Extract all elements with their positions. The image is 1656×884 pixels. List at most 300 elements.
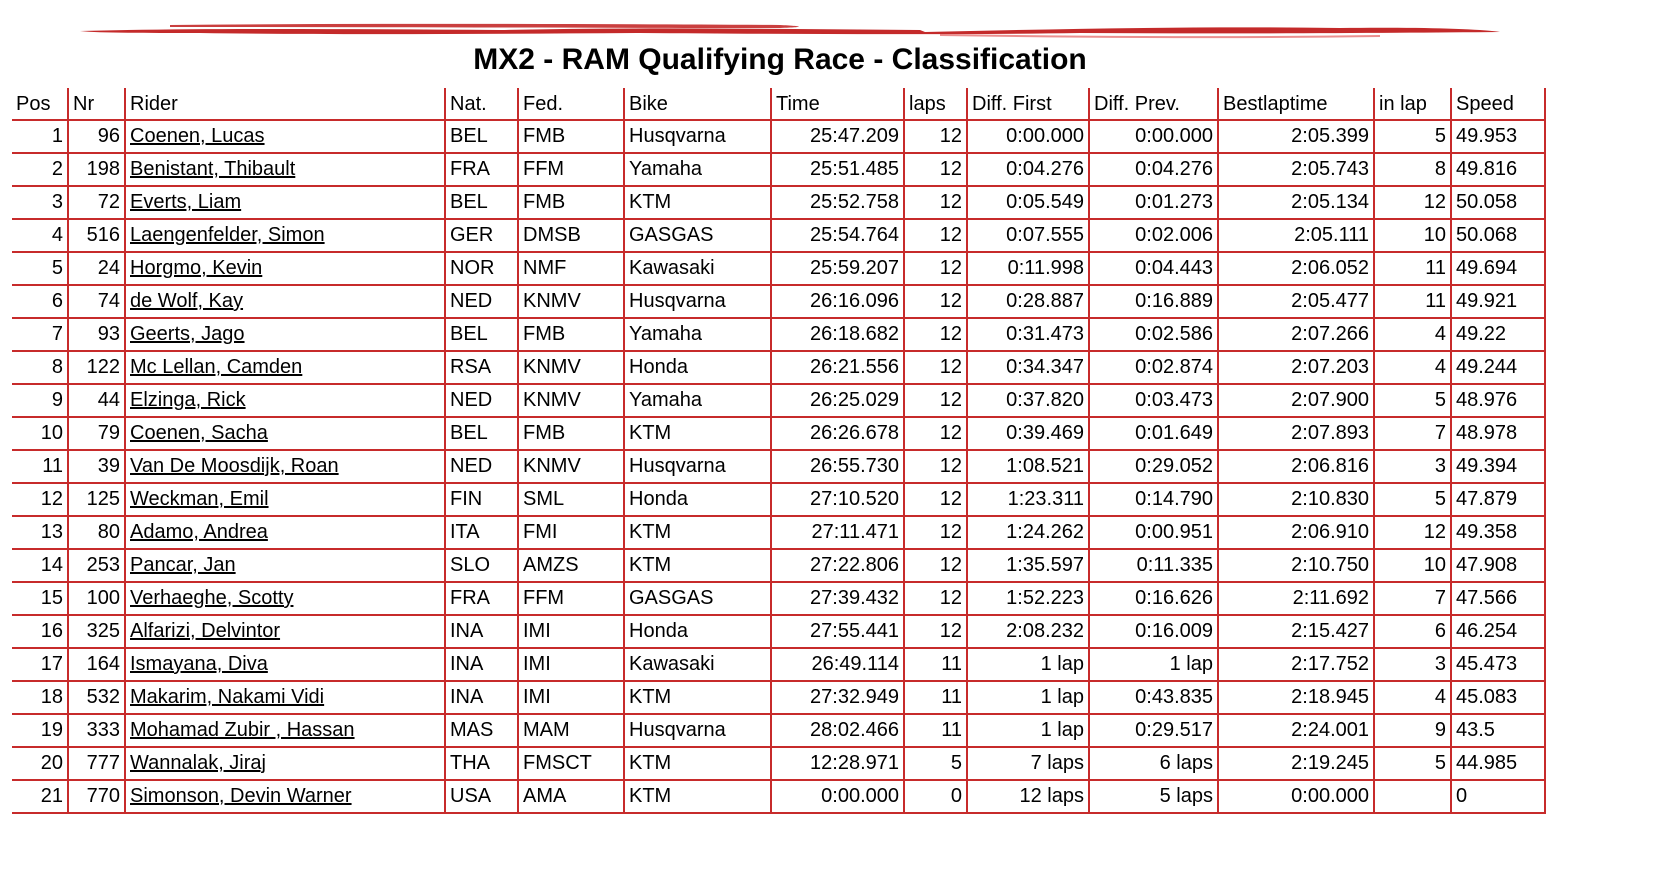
table-row: [12, 154, 1546, 187]
nat-cell: BEL: [446, 319, 519, 352]
pos-cell: 13: [12, 517, 69, 550]
diff-first-cell: 7 laps: [968, 748, 1090, 781]
diff-first-cell: 1:23.311: [968, 484, 1090, 517]
bestlaptime-cell: 2:06.910: [1219, 517, 1375, 550]
rider-link[interactable]: Verhaeghe, Scotty: [130, 587, 294, 609]
rider-cell: [126, 187, 446, 220]
laps-cell: 12: [905, 418, 968, 451]
rider-cell: [126, 121, 446, 154]
fed-cell: FMB: [519, 319, 625, 352]
bestlaptime-cell: 2:19.245: [1219, 748, 1375, 781]
speed-cell: 49.921: [1452, 286, 1546, 319]
nr-cell: 777: [69, 748, 126, 781]
nat-cell: NED: [446, 451, 519, 484]
diff-first-cell: 1:08.521: [968, 451, 1090, 484]
in-lap-cell: 4: [1375, 352, 1452, 385]
bestlaptime-cell: 2:06.052: [1219, 253, 1375, 286]
time-cell: 27:10.520: [772, 484, 905, 517]
fed-cell: DMSB: [519, 220, 625, 253]
bike-cell: KTM: [625, 550, 772, 583]
red-brush-stroke-decoration: [80, 20, 1510, 42]
pos-cell: 5: [12, 253, 69, 286]
time-cell: 26:55.730: [772, 451, 905, 484]
rider-link[interactable]: Weckman, Emil: [130, 488, 269, 510]
rider-link[interactable]: Everts, Liam: [130, 191, 242, 213]
fed-cell: IMI: [519, 616, 625, 649]
diff-first-cell: 1 lap: [968, 682, 1090, 715]
pos-cell: 15: [12, 583, 69, 616]
nat-cell: BEL: [446, 187, 519, 220]
laps-cell: 5: [905, 748, 968, 781]
bike-cell: Yamaha: [625, 154, 772, 187]
column-header-rider: Rider: [126, 88, 446, 121]
rider-link[interactable]: Wannalak, Jiraj: [130, 752, 266, 774]
speed-cell: 49.22: [1452, 319, 1546, 352]
diff-prev-cell: 5 laps: [1090, 781, 1219, 814]
rider-cell: [126, 418, 446, 451]
time-cell: 26:21.556: [772, 352, 905, 385]
in-lap-cell: 5: [1375, 385, 1452, 418]
table-row: [12, 682, 1546, 715]
rider-cell: [126, 517, 446, 550]
bike-cell: Husqvarna: [625, 286, 772, 319]
nr-cell: 532: [69, 682, 126, 715]
bestlaptime-cell: 2:18.945: [1219, 682, 1375, 715]
nat-cell: USA: [446, 781, 519, 814]
table-row: [12, 583, 1546, 616]
diff-prev-cell: 6 laps: [1090, 748, 1219, 781]
column-header-nat: Nat.: [446, 88, 519, 121]
fed-cell: KNMV: [519, 385, 625, 418]
pos-cell: 18: [12, 682, 69, 715]
fed-cell: KNMV: [519, 352, 625, 385]
fed-cell: FFM: [519, 154, 625, 187]
time-cell: 27:55.441: [772, 616, 905, 649]
bike-cell: KTM: [625, 418, 772, 451]
diff-first-cell: 0:28.887: [968, 286, 1090, 319]
pos-cell: 8: [12, 352, 69, 385]
diff-prev-cell: 0:04.276: [1090, 154, 1219, 187]
bike-cell: KTM: [625, 781, 772, 814]
laps-cell: 12: [905, 451, 968, 484]
diff-prev-cell: 0:29.052: [1090, 451, 1219, 484]
speed-cell: 45.473: [1452, 649, 1546, 682]
diff-prev-cell: 0:04.443: [1090, 253, 1219, 286]
in-lap-cell: 5: [1375, 121, 1452, 154]
in-lap-cell: 12: [1375, 517, 1452, 550]
time-cell: 26:49.114: [772, 649, 905, 682]
table-row: [12, 121, 1546, 154]
nat-cell: INA: [446, 616, 519, 649]
nr-cell: 100: [69, 583, 126, 616]
bike-cell: KTM: [625, 682, 772, 715]
speed-cell: 47.908: [1452, 550, 1546, 583]
speed-cell: 49.694: [1452, 253, 1546, 286]
table-row: [12, 550, 1546, 583]
fed-cell: NMF: [519, 253, 625, 286]
table-row: [12, 187, 1546, 220]
time-cell: 28:02.466: [772, 715, 905, 748]
time-cell: 27:32.949: [772, 682, 905, 715]
time-cell: 26:26.678: [772, 418, 905, 451]
bestlaptime-cell: 2:10.750: [1219, 550, 1375, 583]
nr-cell: 164: [69, 649, 126, 682]
nat-cell: FIN: [446, 484, 519, 517]
nat-cell: THA: [446, 748, 519, 781]
rider-link[interactable]: Coenen, Lucas: [130, 125, 265, 147]
diff-first-cell: 0:11.998: [968, 253, 1090, 286]
rider-cell: [126, 583, 446, 616]
diff-prev-cell: 0:00.951: [1090, 517, 1219, 550]
time-cell: 27:39.432: [772, 583, 905, 616]
time-cell: 25:51.485: [772, 154, 905, 187]
column-header-nr: Nr: [69, 88, 126, 121]
nat-cell: INA: [446, 682, 519, 715]
nr-cell: 24: [69, 253, 126, 286]
diff-prev-cell: 0:01.649: [1090, 418, 1219, 451]
nat-cell: NED: [446, 385, 519, 418]
in-lap-cell: 12: [1375, 187, 1452, 220]
column-header-diff-first: Diff. First: [968, 88, 1090, 121]
rider-link[interactable]: de Wolf, Kay: [130, 290, 244, 312]
bestlaptime-cell: 0:00.000: [1219, 781, 1375, 814]
pos-cell: 7: [12, 319, 69, 352]
laps-cell: 11: [905, 649, 968, 682]
rider-cell: [126, 451, 446, 484]
page-title: MX2 - RAM Qualifying Race - Classification: [473, 43, 1087, 76]
rider-link[interactable]: Van De Moosdijk, Roan: [130, 455, 339, 477]
fed-cell: KNMV: [519, 451, 625, 484]
nr-cell: 253: [69, 550, 126, 583]
diff-first-cell: 1 lap: [968, 649, 1090, 682]
nr-cell: 198: [69, 154, 126, 187]
column-header-bike: Bike: [625, 88, 772, 121]
bestlaptime-cell: 2:10.830: [1219, 484, 1375, 517]
speed-cell: 49.953: [1452, 121, 1546, 154]
table-row: [12, 484, 1546, 517]
rider-cell: [126, 649, 446, 682]
bestlaptime-cell: 2:07.266: [1219, 319, 1375, 352]
diff-first-cell: 0:31.473: [968, 319, 1090, 352]
laps-cell: 12: [905, 286, 968, 319]
speed-cell: 49.358: [1452, 517, 1546, 550]
fed-cell: IMI: [519, 682, 625, 715]
rider-link[interactable]: Coenen, Sacha: [130, 422, 268, 444]
rider-link[interactable]: Ismayana, Diva: [130, 653, 268, 675]
fed-cell: AMA: [519, 781, 625, 814]
in-lap-cell: 7: [1375, 418, 1452, 451]
time-cell: 12:28.971: [772, 748, 905, 781]
in-lap-cell: 7: [1375, 583, 1452, 616]
diff-first-cell: 1:52.223: [968, 583, 1090, 616]
time-cell: 25:52.758: [772, 187, 905, 220]
fed-cell: MAM: [519, 715, 625, 748]
bestlaptime-cell: 2:24.001: [1219, 715, 1375, 748]
in-lap-cell: 3: [1375, 649, 1452, 682]
time-cell: 25:59.207: [772, 253, 905, 286]
bestlaptime-cell: 2:11.692: [1219, 583, 1375, 616]
diff-first-cell: 0:39.469: [968, 418, 1090, 451]
diff-first-cell: 1:35.597: [968, 550, 1090, 583]
nat-cell: MAS: [446, 715, 519, 748]
nr-cell: 93: [69, 319, 126, 352]
rider-cell: [126, 220, 446, 253]
in-lap-cell: 3: [1375, 451, 1452, 484]
bike-cell: Yamaha: [625, 319, 772, 352]
nr-cell: 325: [69, 616, 126, 649]
rider-cell: [126, 715, 446, 748]
bestlaptime-cell: 2:07.893: [1219, 418, 1375, 451]
bike-cell: KTM: [625, 187, 772, 220]
laps-cell: 12: [905, 154, 968, 187]
pos-cell: 14: [12, 550, 69, 583]
rider-cell: [126, 748, 446, 781]
nr-cell: 125: [69, 484, 126, 517]
in-lap-cell: 5: [1375, 748, 1452, 781]
rider-link[interactable]: Geerts, Jago: [130, 323, 245, 345]
bestlaptime-cell: 2:05.743: [1219, 154, 1375, 187]
nr-cell: 770: [69, 781, 126, 814]
rider-link[interactable]: Benistant, Thibault: [130, 158, 296, 180]
in-lap-cell: 6: [1375, 616, 1452, 649]
column-header-fed: Fed.: [519, 88, 625, 121]
in-lap-cell: [1375, 781, 1452, 814]
nat-cell: INA: [446, 649, 519, 682]
bike-cell: Kawasaki: [625, 649, 772, 682]
pos-cell: 4: [12, 220, 69, 253]
laps-cell: 12: [905, 517, 968, 550]
time-cell: 25:47.209: [772, 121, 905, 154]
diff-prev-cell: 0:00.000: [1090, 121, 1219, 154]
table-row: [12, 418, 1546, 451]
table-header: [12, 88, 1546, 121]
fed-cell: FMSCT: [519, 748, 625, 781]
pos-cell: 17: [12, 649, 69, 682]
pos-cell: 16: [12, 616, 69, 649]
diff-first-cell: 0:37.820: [968, 385, 1090, 418]
bestlaptime-cell: 2:06.816: [1219, 451, 1375, 484]
laps-cell: 12: [905, 121, 968, 154]
fed-cell: FFM: [519, 583, 625, 616]
in-lap-cell: 4: [1375, 682, 1452, 715]
fed-cell: AMZS: [519, 550, 625, 583]
time-cell: 26:18.682: [772, 319, 905, 352]
speed-cell: 46.254: [1452, 616, 1546, 649]
nr-cell: 74: [69, 286, 126, 319]
nat-cell: NOR: [446, 253, 519, 286]
table-body: [12, 121, 1546, 814]
pos-cell: 21: [12, 781, 69, 814]
nr-cell: 122: [69, 352, 126, 385]
diff-prev-cell: 0:43.835: [1090, 682, 1219, 715]
laps-cell: 0: [905, 781, 968, 814]
fed-cell: FMB: [519, 121, 625, 154]
speed-cell: 47.879: [1452, 484, 1546, 517]
laps-cell: 12: [905, 352, 968, 385]
diff-prev-cell: 0:02.874: [1090, 352, 1219, 385]
speed-cell: 44.985: [1452, 748, 1546, 781]
speed-cell: 48.976: [1452, 385, 1546, 418]
diff-first-cell: 1:24.262: [968, 517, 1090, 550]
in-lap-cell: 4: [1375, 319, 1452, 352]
column-header-diff-prev: Diff. Prev.: [1090, 88, 1219, 121]
time-cell: 27:11.471: [772, 517, 905, 550]
fed-cell: IMI: [519, 649, 625, 682]
bike-cell: Honda: [625, 484, 772, 517]
in-lap-cell: 9: [1375, 715, 1452, 748]
rider-cell: [126, 286, 446, 319]
table-row: [12, 748, 1546, 781]
bestlaptime-cell: 2:05.399: [1219, 121, 1375, 154]
speed-cell: 47.566: [1452, 583, 1546, 616]
nr-cell: 80: [69, 517, 126, 550]
fed-cell: KNMV: [519, 286, 625, 319]
nat-cell: BEL: [446, 121, 519, 154]
bestlaptime-cell: 2:07.203: [1219, 352, 1375, 385]
fed-cell: FMI: [519, 517, 625, 550]
pos-cell: 1: [12, 121, 69, 154]
time-cell: 0:00.000: [772, 781, 905, 814]
diff-first-cell: 0:05.549: [968, 187, 1090, 220]
speed-cell: 45.083: [1452, 682, 1546, 715]
bike-cell: Husqvarna: [625, 121, 772, 154]
column-header-in-lap: in lap: [1375, 88, 1452, 121]
laps-cell: 12: [905, 616, 968, 649]
nat-cell: BEL: [446, 418, 519, 451]
in-lap-cell: 5: [1375, 484, 1452, 517]
table-row: [12, 649, 1546, 682]
pos-cell: 6: [12, 286, 69, 319]
rider-cell: [126, 550, 446, 583]
speed-cell: 48.978: [1452, 418, 1546, 451]
rider-cell: [126, 484, 446, 517]
rider-link[interactable]: Mc Lellan, Camden: [130, 356, 303, 378]
diff-first-cell: 2:08.232: [968, 616, 1090, 649]
bike-cell: Kawasaki: [625, 253, 772, 286]
in-lap-cell: 10: [1375, 550, 1452, 583]
time-cell: 26:16.096: [772, 286, 905, 319]
bike-cell: Husqvarna: [625, 715, 772, 748]
table-row: [12, 781, 1546, 814]
nr-cell: 72: [69, 187, 126, 220]
rider-link[interactable]: Simonson, Devin Warner: [130, 785, 352, 807]
rider-link[interactable]: Makarim, Nakami Vidi: [130, 686, 325, 708]
diff-prev-cell: 0:16.009: [1090, 616, 1219, 649]
laps-cell: 12: [905, 484, 968, 517]
diff-first-cell: 0:07.555: [968, 220, 1090, 253]
rider-link[interactable]: Laengenfelder, Simon: [130, 224, 325, 246]
rider-cell: [126, 781, 446, 814]
nr-cell: 44: [69, 385, 126, 418]
speed-cell: 49.816: [1452, 154, 1546, 187]
fed-cell: FMB: [519, 187, 625, 220]
nat-cell: ITA: [446, 517, 519, 550]
nat-cell: FRA: [446, 154, 519, 187]
diff-prev-cell: 1 lap: [1090, 649, 1219, 682]
nr-cell: 39: [69, 451, 126, 484]
bestlaptime-cell: 2:05.111: [1219, 220, 1375, 253]
speed-cell: 49.394: [1452, 451, 1546, 484]
time-cell: 25:54.764: [772, 220, 905, 253]
nat-cell: NED: [446, 286, 519, 319]
table-row: [12, 319, 1546, 352]
speed-cell: 43.5: [1452, 715, 1546, 748]
bike-cell: Honda: [625, 616, 772, 649]
nr-cell: 79: [69, 418, 126, 451]
in-lap-cell: 10: [1375, 220, 1452, 253]
bestlaptime-cell: 2:07.900: [1219, 385, 1375, 418]
column-header-laps: laps: [905, 88, 968, 121]
time-cell: 26:25.029: [772, 385, 905, 418]
nat-cell: SLO: [446, 550, 519, 583]
in-lap-cell: 11: [1375, 253, 1452, 286]
diff-first-cell: 0:00.000: [968, 121, 1090, 154]
nr-cell: 96: [69, 121, 126, 154]
table-row: [12, 352, 1546, 385]
laps-cell: 12: [905, 550, 968, 583]
classification-table: [12, 88, 1546, 814]
pos-cell: 9: [12, 385, 69, 418]
speed-cell: 50.068: [1452, 220, 1546, 253]
rider-link[interactable]: Pancar, Jan: [130, 554, 236, 576]
laps-cell: 11: [905, 682, 968, 715]
diff-prev-cell: 0:02.586: [1090, 319, 1219, 352]
diff-first-cell: 12 laps: [968, 781, 1090, 814]
pos-cell: 11: [12, 451, 69, 484]
column-header-pos: Pos: [12, 88, 69, 121]
bike-cell: Honda: [625, 352, 772, 385]
bike-cell: GASGAS: [625, 220, 772, 253]
rider-cell: [126, 682, 446, 715]
laps-cell: 12: [905, 385, 968, 418]
table-row: [12, 451, 1546, 484]
rider-link[interactable]: Horgmo, Kevin: [130, 257, 263, 279]
rider-cell: [126, 385, 446, 418]
rider-cell: [126, 253, 446, 286]
rider-link[interactable]: Mohamad Zubir , Hassan: [130, 719, 355, 741]
in-lap-cell: 11: [1375, 286, 1452, 319]
diff-prev-cell: 0:29.517: [1090, 715, 1219, 748]
pos-cell: 3: [12, 187, 69, 220]
bestlaptime-cell: 2:15.427: [1219, 616, 1375, 649]
diff-first-cell: 0:04.276: [968, 154, 1090, 187]
nr-cell: 333: [69, 715, 126, 748]
rider-link[interactable]: Elzinga, Rick: [130, 389, 246, 411]
bestlaptime-cell: 2:05.477: [1219, 286, 1375, 319]
table-row: [12, 220, 1546, 253]
bike-cell: KTM: [625, 748, 772, 781]
rider-cell: [126, 319, 446, 352]
rider-link[interactable]: Alfarizi, Delvintor: [130, 620, 281, 642]
diff-prev-cell: 0:14.790: [1090, 484, 1219, 517]
column-header-time: Time: [772, 88, 905, 121]
header-row: [12, 88, 1546, 121]
rider-cell: [126, 616, 446, 649]
fed-cell: SML: [519, 484, 625, 517]
table-row: [12, 517, 1546, 550]
bike-cell: Yamaha: [625, 385, 772, 418]
diff-prev-cell: 0:16.889: [1090, 286, 1219, 319]
diff-prev-cell: 0:02.006: [1090, 220, 1219, 253]
rider-cell: [126, 352, 446, 385]
nat-cell: GER: [446, 220, 519, 253]
rider-cell: [126, 154, 446, 187]
diff-prev-cell: 0:16.626: [1090, 583, 1219, 616]
rider-link[interactable]: Adamo, Andrea: [130, 521, 268, 543]
nat-cell: RSA: [446, 352, 519, 385]
pos-cell: 20: [12, 748, 69, 781]
laps-cell: 11: [905, 715, 968, 748]
